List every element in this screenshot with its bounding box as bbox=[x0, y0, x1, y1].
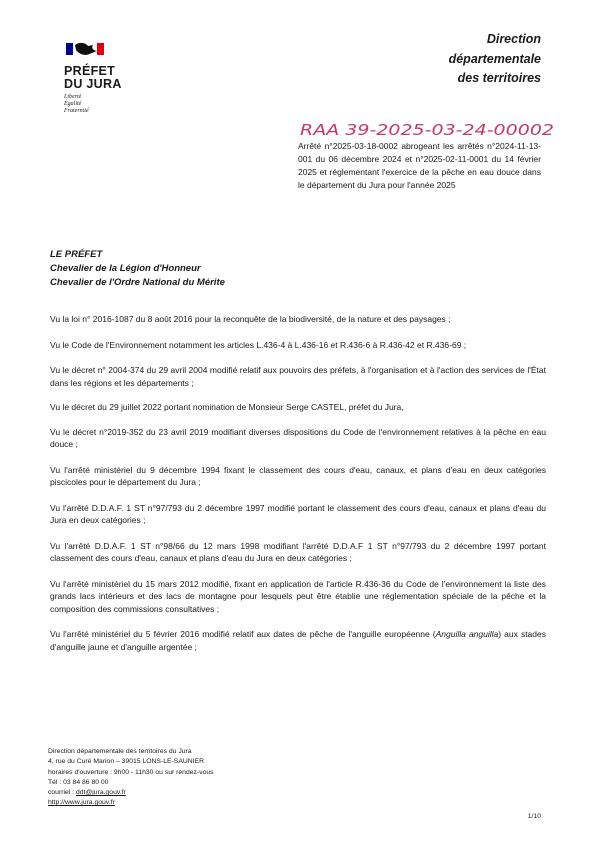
considerant-item: Vu l'arrêté D.D.A.F. 1 ST n°98/66 du 12 mars 1998 modifiant l'arrêté D.D.A.F 1 ST n°97/793 du 2 décembre 1997 portant classement des cours d'eau, canaux et plans d'eau du Jura en deux catégories ; bbox=[50, 540, 546, 563]
motto-fraternite: Fraternité bbox=[64, 108, 89, 114]
footer-phone: Tél : 03 84 86 80 00 bbox=[48, 778, 109, 786]
prefet-heading: LE PRÉFET bbox=[50, 249, 103, 260]
considerant-item: Vu l'arrêté D.D.A.F. 1 ST n°97/793 du 2 décembre 1997 modifié portant le classement des cours d'eau, canaux et plans d'eau du Jura en deux catégories ; bbox=[50, 502, 546, 525]
motto bbox=[64, 94, 144, 115]
considerants-list bbox=[50, 313, 546, 653]
footer-hours: horaires d'ouverture : 9h00 - 11h30 ou sur rendez-vous bbox=[48, 768, 214, 776]
prefet-block bbox=[50, 248, 225, 290]
species-name: Anguilla anguilla bbox=[435, 629, 499, 639]
prefet-title-line2: DU JURA bbox=[64, 77, 122, 91]
direction-line2: départementale bbox=[448, 51, 541, 66]
raa-stamp bbox=[298, 117, 558, 141]
considerant-item: Vu le décret du 29 juillet 2022 portant nomination de Monsieur Serge CASTEL, préfet du Jura, bbox=[50, 402, 404, 412]
direction-line3: des territoires bbox=[457, 71, 541, 85]
footer bbox=[48, 747, 548, 809]
footer-email-label: courriel : bbox=[48, 789, 76, 797]
prefet-honour-1: Chevalier de la Légion d'Honneur bbox=[50, 263, 201, 274]
considerant-text-before: Vu l'arrêté ministériel du 5 février 2016 modifié relatif aux dates de pêche de l'anguille européenne ( bbox=[50, 629, 436, 639]
direction-heading bbox=[449, 30, 541, 89]
considerant-item: Vu le décret n°2019-352 du 23 avril 2019 modifiant diverses dispositions du Code de l'environnement relatives à la pêche en eau douce ; bbox=[50, 426, 546, 449]
footer-email-line bbox=[48, 788, 548, 798]
considerant-item: Vu l'arrêté ministériel du 15 mars 2012 modifié, fixant en application de l'article R.436-36 du Code de l'environnement la liste des grands lacs intérieurs et des lacs de montagne pour lesquels peut être établie une réglementation spéciale de la pêche et la composition des commissions consultatives ; bbox=[50, 578, 546, 614]
considerant-item: Vu la loi n° 2016-1087 du 8 août 2016 pour la reconquête de la biodiversité, de la nature et des paysages ; bbox=[50, 314, 451, 324]
considerant-item: Vu le décret n° 2004-374 du 29 avril 2004 modifié relatif aux pouvoirs des préfets, à l'organisation et à l'action des services de l'État dans les régions et les départements ; bbox=[50, 365, 546, 388]
page-number: 1/10 bbox=[527, 813, 541, 820]
motto-egalite: Égalité bbox=[64, 101, 82, 107]
footer-website-link[interactable]: http://www.jura.gouv.fr bbox=[48, 799, 115, 807]
footer-address: 4, rue du Curé Marion – 39015 LONS-LE-SAUNIER bbox=[48, 758, 205, 766]
prefet-title bbox=[64, 65, 144, 91]
considerant-item: Vu le Code de l'Environnement notamment les articles L.436-4 à L.436-16 et R.436-6 à R.436-42 et R.436-69 ; bbox=[50, 339, 467, 350]
footer-service: Direction départementale des territoires du Jura bbox=[48, 748, 192, 755]
raa-stamp-text: RAA 39-2025-03-24-00002 bbox=[300, 121, 554, 139]
motto-liberte: Liberté bbox=[64, 94, 82, 100]
considerant-text-after: ) aux stades d'anguille jaune et d'anguille argentée ; bbox=[50, 629, 546, 652]
prefet-honour-2: Chevalier de l'Ordre National du Mérite bbox=[50, 277, 225, 288]
marianne-emblem-icon bbox=[66, 42, 104, 56]
arrete-title: Arrêté n°2025-03-18-0002 abrogeant les arrêtés n°2024-11-13-001 du 06 décembre 2024 et n°2025-02-11-0001 du 14 février 2025 et réglementant l'exercice de la pêche en eau douce dans le département du Jura pour l'année 2025 bbox=[298, 141, 541, 190]
considerant-item: Vu l'arrêté ministériel du 9 décembre 1994 fixant le classement des cours d'eau, canaux, et plans d'eau en deux catégories piscicoles pour le département du Jura ; bbox=[50, 464, 546, 487]
direction-line1: Direction bbox=[486, 32, 541, 46]
footer-email-link[interactable]: ddt@jura.gouv.fr bbox=[75, 789, 126, 797]
prefecture-logo bbox=[64, 42, 144, 115]
footer-website-line bbox=[48, 798, 548, 808]
prefet-title-line1: PRÉFET bbox=[64, 64, 116, 78]
considerant-item-anguille bbox=[50, 628, 546, 653]
